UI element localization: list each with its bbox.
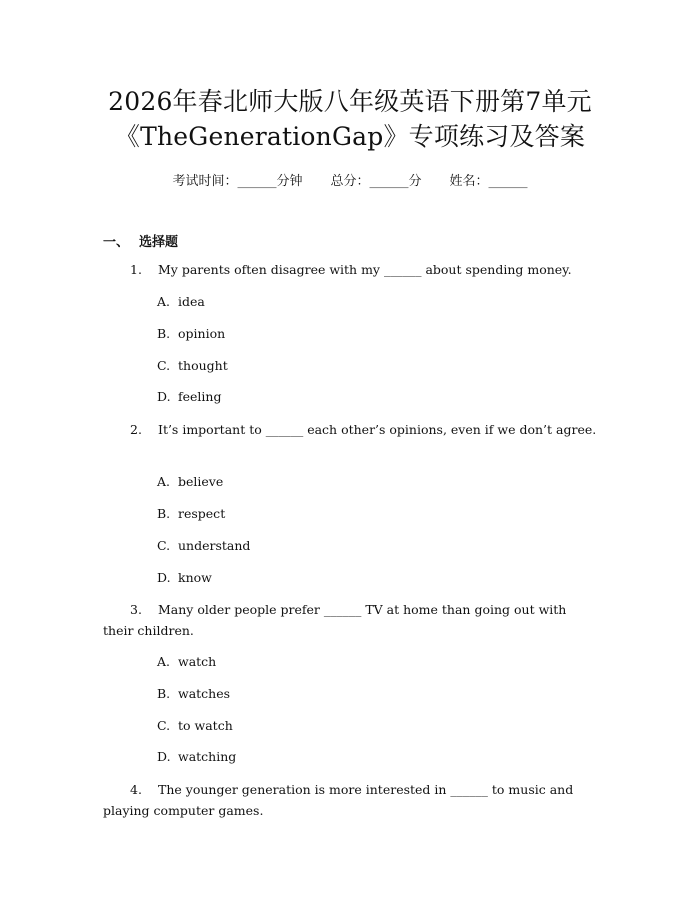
total-score-label: 总分：______分 <box>330 174 422 189</box>
option-letter: A. <box>157 474 171 489</box>
option-2a <box>157 474 223 490</box>
option-3b <box>157 686 230 702</box>
document-title-line-2: 《TheGenerationGap》专项练习及答案 <box>114 122 586 151</box>
option-1a <box>157 294 205 310</box>
option-letter: A. <box>157 654 171 669</box>
question-2 <box>103 419 600 440</box>
question-number: 2. <box>130 422 142 437</box>
question-number: 4. <box>130 782 142 797</box>
option-2b <box>157 506 225 522</box>
option-letter: D. <box>157 570 171 585</box>
question-1 <box>103 259 600 280</box>
question-text: Many older people prefer ______ TV at home than going out with their children. <box>103 602 567 638</box>
option-3d <box>157 749 236 765</box>
option-letter: C. <box>157 358 171 373</box>
option-1b <box>157 326 225 342</box>
option-1c <box>157 358 228 374</box>
question-text: It’s important to ______ each other’s opinions, even if we don’t agree. <box>158 422 597 437</box>
option-letter: B. <box>157 686 171 701</box>
option-text: opinion <box>178 326 226 341</box>
document-title-line-1: 2026年春北师大版八年级英语下册第7单元 <box>108 87 592 116</box>
option-letter: B. <box>157 326 171 341</box>
option-letter: D. <box>157 749 171 764</box>
option-3a <box>157 654 216 670</box>
option-2d <box>157 570 212 586</box>
option-text: know <box>178 570 212 585</box>
question-number: 3. <box>130 602 142 617</box>
option-text: thought <box>178 358 228 373</box>
question-number: 1. <box>130 262 142 277</box>
option-text: believe <box>178 474 224 489</box>
option-letter: D. <box>157 389 171 404</box>
option-1d <box>157 389 221 405</box>
question-text: My parents often disagree with my ______ about spending money. <box>158 262 572 277</box>
option-text: idea <box>178 294 205 309</box>
option-letter: C. <box>157 538 171 553</box>
option-text: feeling <box>178 389 222 404</box>
section-title: 选择题 <box>139 235 179 250</box>
section-heading <box>103 231 178 250</box>
option-text: understand <box>178 538 251 553</box>
name-label: 姓名：______ <box>449 174 528 189</box>
option-text: to watch <box>178 718 233 733</box>
option-3c <box>157 718 233 734</box>
option-2c <box>157 538 250 554</box>
question-3 <box>103 599 600 641</box>
exam-time-label: 考试时间：______分钟 <box>172 174 303 189</box>
section-number: 一、 <box>103 235 130 250</box>
exam-info-line <box>0 170 700 189</box>
option-text: watches <box>178 686 231 701</box>
question-text: The younger generation is more interested in ______ to music and playing computer games. <box>103 782 574 818</box>
option-text: watch <box>178 654 217 669</box>
option-letter: B. <box>157 506 171 521</box>
option-letter: A. <box>157 294 171 309</box>
option-text: watching <box>178 749 237 764</box>
question-4 <box>103 779 600 821</box>
option-letter: C. <box>157 718 171 733</box>
option-text: respect <box>178 506 226 521</box>
